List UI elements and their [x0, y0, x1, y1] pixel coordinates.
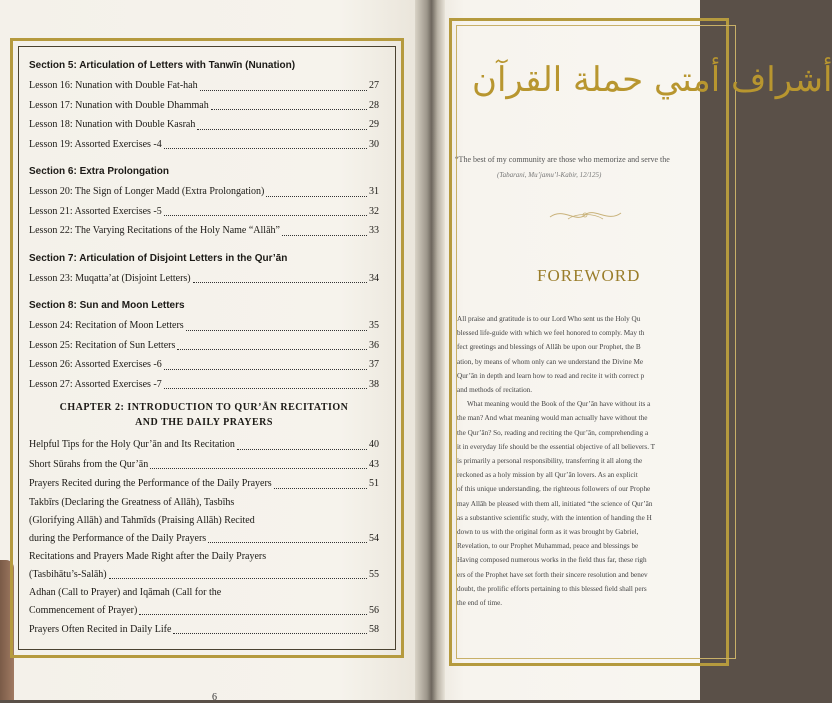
toc-entry	[29, 135, 379, 155]
toc-entry	[29, 435, 379, 455]
chapter-title-line-2: AND THE DAILY PRAYERS	[135, 417, 273, 428]
entry-page: 32	[369, 205, 379, 217]
entry-line: Commencement of Prayer)	[29, 604, 138, 616]
foreword-line: ers of the Prophet have set forth their sincere resolution and benev	[457, 570, 648, 579]
entry-line: (Tasbihātu’s-Salāh)	[29, 568, 107, 580]
entry-text: Lesson 26: Assorted Exercises -6	[29, 359, 162, 370]
toc-entry	[29, 620, 379, 640]
leader-dots	[164, 148, 367, 149]
foreword-line: reckoned as a holy mission by all Qur’ān lovers. As an explicit	[457, 471, 638, 480]
foreword-line: What meaning would the Book of the Qur’ān have without its a	[467, 400, 651, 409]
foreword-line: is primarily a personal responsibility, transferring it all along the	[457, 457, 643, 466]
entry-page: 37	[369, 359, 379, 370]
toc-entry	[29, 455, 379, 475]
entry-page: 27	[369, 80, 379, 91]
leader-dots	[164, 215, 367, 216]
entry-text: Lesson 24: Recitation of Moon Letters	[29, 320, 184, 331]
leader-dots	[193, 282, 367, 283]
section-5-title: Section 5: Articulation of Letters with Tanwīn (Nunation)	[29, 60, 296, 71]
leader-dots	[139, 614, 367, 615]
entry-page: 51	[369, 478, 379, 489]
toc-entry	[29, 96, 379, 116]
foreword-line: blessed life-guide with which we feel honored to comply. May th	[457, 329, 645, 338]
foreword-line: may Allāh be pleased with them all, initiated “the science of Qur’ān	[457, 499, 653, 508]
foreword-line: it in everyday life should be the essential objective of all believers. T	[457, 442, 656, 451]
leader-dots	[177, 349, 367, 350]
entry-page: 40	[369, 439, 379, 450]
entry-text: Prayers Often Recited in Daily Life	[29, 623, 172, 635]
toc-entry	[29, 221, 379, 241]
entry-text: Lesson 23: Muqatta’at (Disjoint Letters)	[29, 272, 191, 284]
toc-entry	[29, 269, 379, 289]
leader-dots	[200, 90, 367, 91]
entry-page: 31	[369, 186, 379, 197]
entry-page: 36	[369, 339, 379, 351]
toc-entry-multiline	[29, 548, 379, 584]
toc-entry	[29, 375, 379, 395]
leader-dots	[237, 449, 367, 450]
book-gutter	[415, 0, 445, 700]
entry-line: (Glorifying Allāh) and Tahmīds (Praising Allāh) Recited	[29, 514, 255, 526]
section-7-title: Section 7: Articulation of Disjoint Letters in the Qur’ān	[29, 252, 288, 264]
section-6-title: Section 6: Extra Prolongation	[29, 166, 170, 177]
entry-line: Recitations and Prayers Made Right after the Daily Prayers	[29, 550, 267, 562]
entry-page: 28	[369, 99, 379, 111]
entry-page: 34	[369, 272, 379, 284]
toc-entry	[29, 474, 379, 494]
entry-text: Short Sūrahs from the Qur’ān	[29, 458, 149, 470]
entry-line: Adhan (Call to Prayer) and Iqāmah (Call for the	[29, 586, 222, 598]
foreword-line: the man? And what meaning would man actually have without the	[457, 414, 648, 423]
arabic-calligraphy: أشراف أمتي حملة القرآن	[472, 60, 832, 100]
foreword-line: the Qur’ān? So, reading and reciting the Qur’ān, comprehending a	[457, 428, 649, 437]
quote-source: (Tabarani, Mu’jamu’l-Kabir, 12/125)	[497, 171, 602, 179]
entry-text: Lesson 19: Assorted Exercises -4	[29, 138, 162, 150]
toc-entry	[29, 336, 379, 356]
entry-text: Lesson 21: Assorted Exercises -5	[29, 205, 162, 217]
entry-text: Lesson 16: Nunation with Double Fat-hah	[29, 80, 198, 91]
entry-page: 55	[369, 568, 379, 580]
leader-dots	[197, 129, 367, 130]
leader-dots	[208, 542, 367, 543]
foreword-title: FOREWORD	[537, 266, 641, 285]
entry-text: Lesson 25: Recitation of Sun Letters	[29, 339, 176, 351]
leader-dots	[109, 578, 367, 579]
foreword-line: Having composed numerous works in the field thus far, these righ	[457, 556, 647, 565]
foreword-line: ation, by means of whom only can we understand the Divine Me	[457, 357, 644, 366]
toc-entry	[29, 182, 379, 202]
foreword-line: of this unique understanding, the righteous followers of our Prophe	[457, 485, 651, 494]
entry-text: Lesson 27: Assorted Exercises -7	[29, 378, 162, 390]
entry-text: Helpful Tips for the Holy Qur’ān and Its Recitation	[29, 439, 235, 450]
foreword-line: doubt, the prolific efforts pertaining to this blessed field shall pers	[457, 584, 647, 593]
entry-text: Lesson 20: The Sign of Longer Madd (Extra Prolongation)	[29, 186, 265, 197]
leader-dots	[150, 468, 367, 469]
entry-page: 29	[369, 119, 379, 130]
leader-dots	[266, 196, 367, 197]
leader-dots	[173, 633, 367, 634]
entry-text: Lesson 22: The Varying Recitations of the Holy Name “Allāh”	[29, 225, 280, 236]
foreword-line: down to us with the original form as it was brought by Gabriel,	[457, 528, 639, 537]
hadith-quote: “The best of my community are those who memorize and serve the	[455, 155, 670, 164]
toc-entry	[29, 316, 379, 336]
entry-line: Takbīrs (Declaring the Greatness of Allāh), Tasbīhs	[29, 496, 235, 508]
leader-dots	[164, 369, 367, 370]
entry-page: 33	[369, 225, 379, 236]
foreword-line: Revelation, to our Prophet Muhammad, peace and blessings be	[457, 542, 639, 551]
toc-entry	[29, 115, 379, 135]
foreword-line: as a substantive scientific study, with the intention of handing the H	[457, 513, 652, 522]
toc-entry	[29, 76, 379, 96]
leader-dots	[282, 235, 367, 236]
entry-page: 58	[369, 623, 379, 635]
table-of-contents	[29, 56, 379, 639]
chapter-title-line-1: CHAPTER 2: INTRODUCTION TO QUR’ĀN RECITATION	[59, 402, 349, 413]
entry-page: 43	[369, 458, 379, 470]
toc-entry	[29, 355, 379, 375]
toc-entry	[29, 202, 379, 222]
toc-entry-multiline	[29, 494, 379, 548]
entry-page: 54	[369, 532, 379, 544]
ornament-icon	[548, 205, 623, 225]
entry-page: 35	[369, 320, 379, 331]
chapter-2-title	[29, 400, 379, 430]
leader-dots	[211, 109, 367, 110]
entry-page: 30	[369, 138, 379, 150]
leader-dots	[186, 330, 367, 331]
toc-entry-multiline	[29, 584, 379, 620]
foreword-line: Qur’ān in depth and learn how to read and recite it with correct p	[457, 371, 645, 380]
foreword-line: the end of time.	[457, 599, 503, 608]
entry-text: Prayers Recited during the Performance of the Daily Prayers	[29, 478, 272, 489]
page-number: 6	[212, 692, 217, 703]
foreword-line: fect greetings and blessings of Allāh be upon our Prophet, the B	[457, 343, 641, 352]
entry-page: 56	[369, 604, 379, 616]
foreword-body	[457, 312, 700, 642]
entry-text: Lesson 17: Nunation with Double Dhammah	[29, 99, 209, 111]
entry-line: during the Performance of the Daily Prayers	[29, 532, 207, 544]
leader-dots	[274, 488, 367, 489]
foreword-line: All praise and gratitude is to our Lord Who sent us the Holy Qu	[457, 315, 641, 323]
foreword-line: and methods of recitation.	[457, 386, 533, 395]
leader-dots	[164, 388, 367, 389]
entry-page: 38	[369, 378, 379, 390]
entry-text: Lesson 18: Nunation with Double Kasrah	[29, 119, 196, 130]
section-8-title: Section 8: Sun and Moon Letters	[29, 300, 185, 311]
